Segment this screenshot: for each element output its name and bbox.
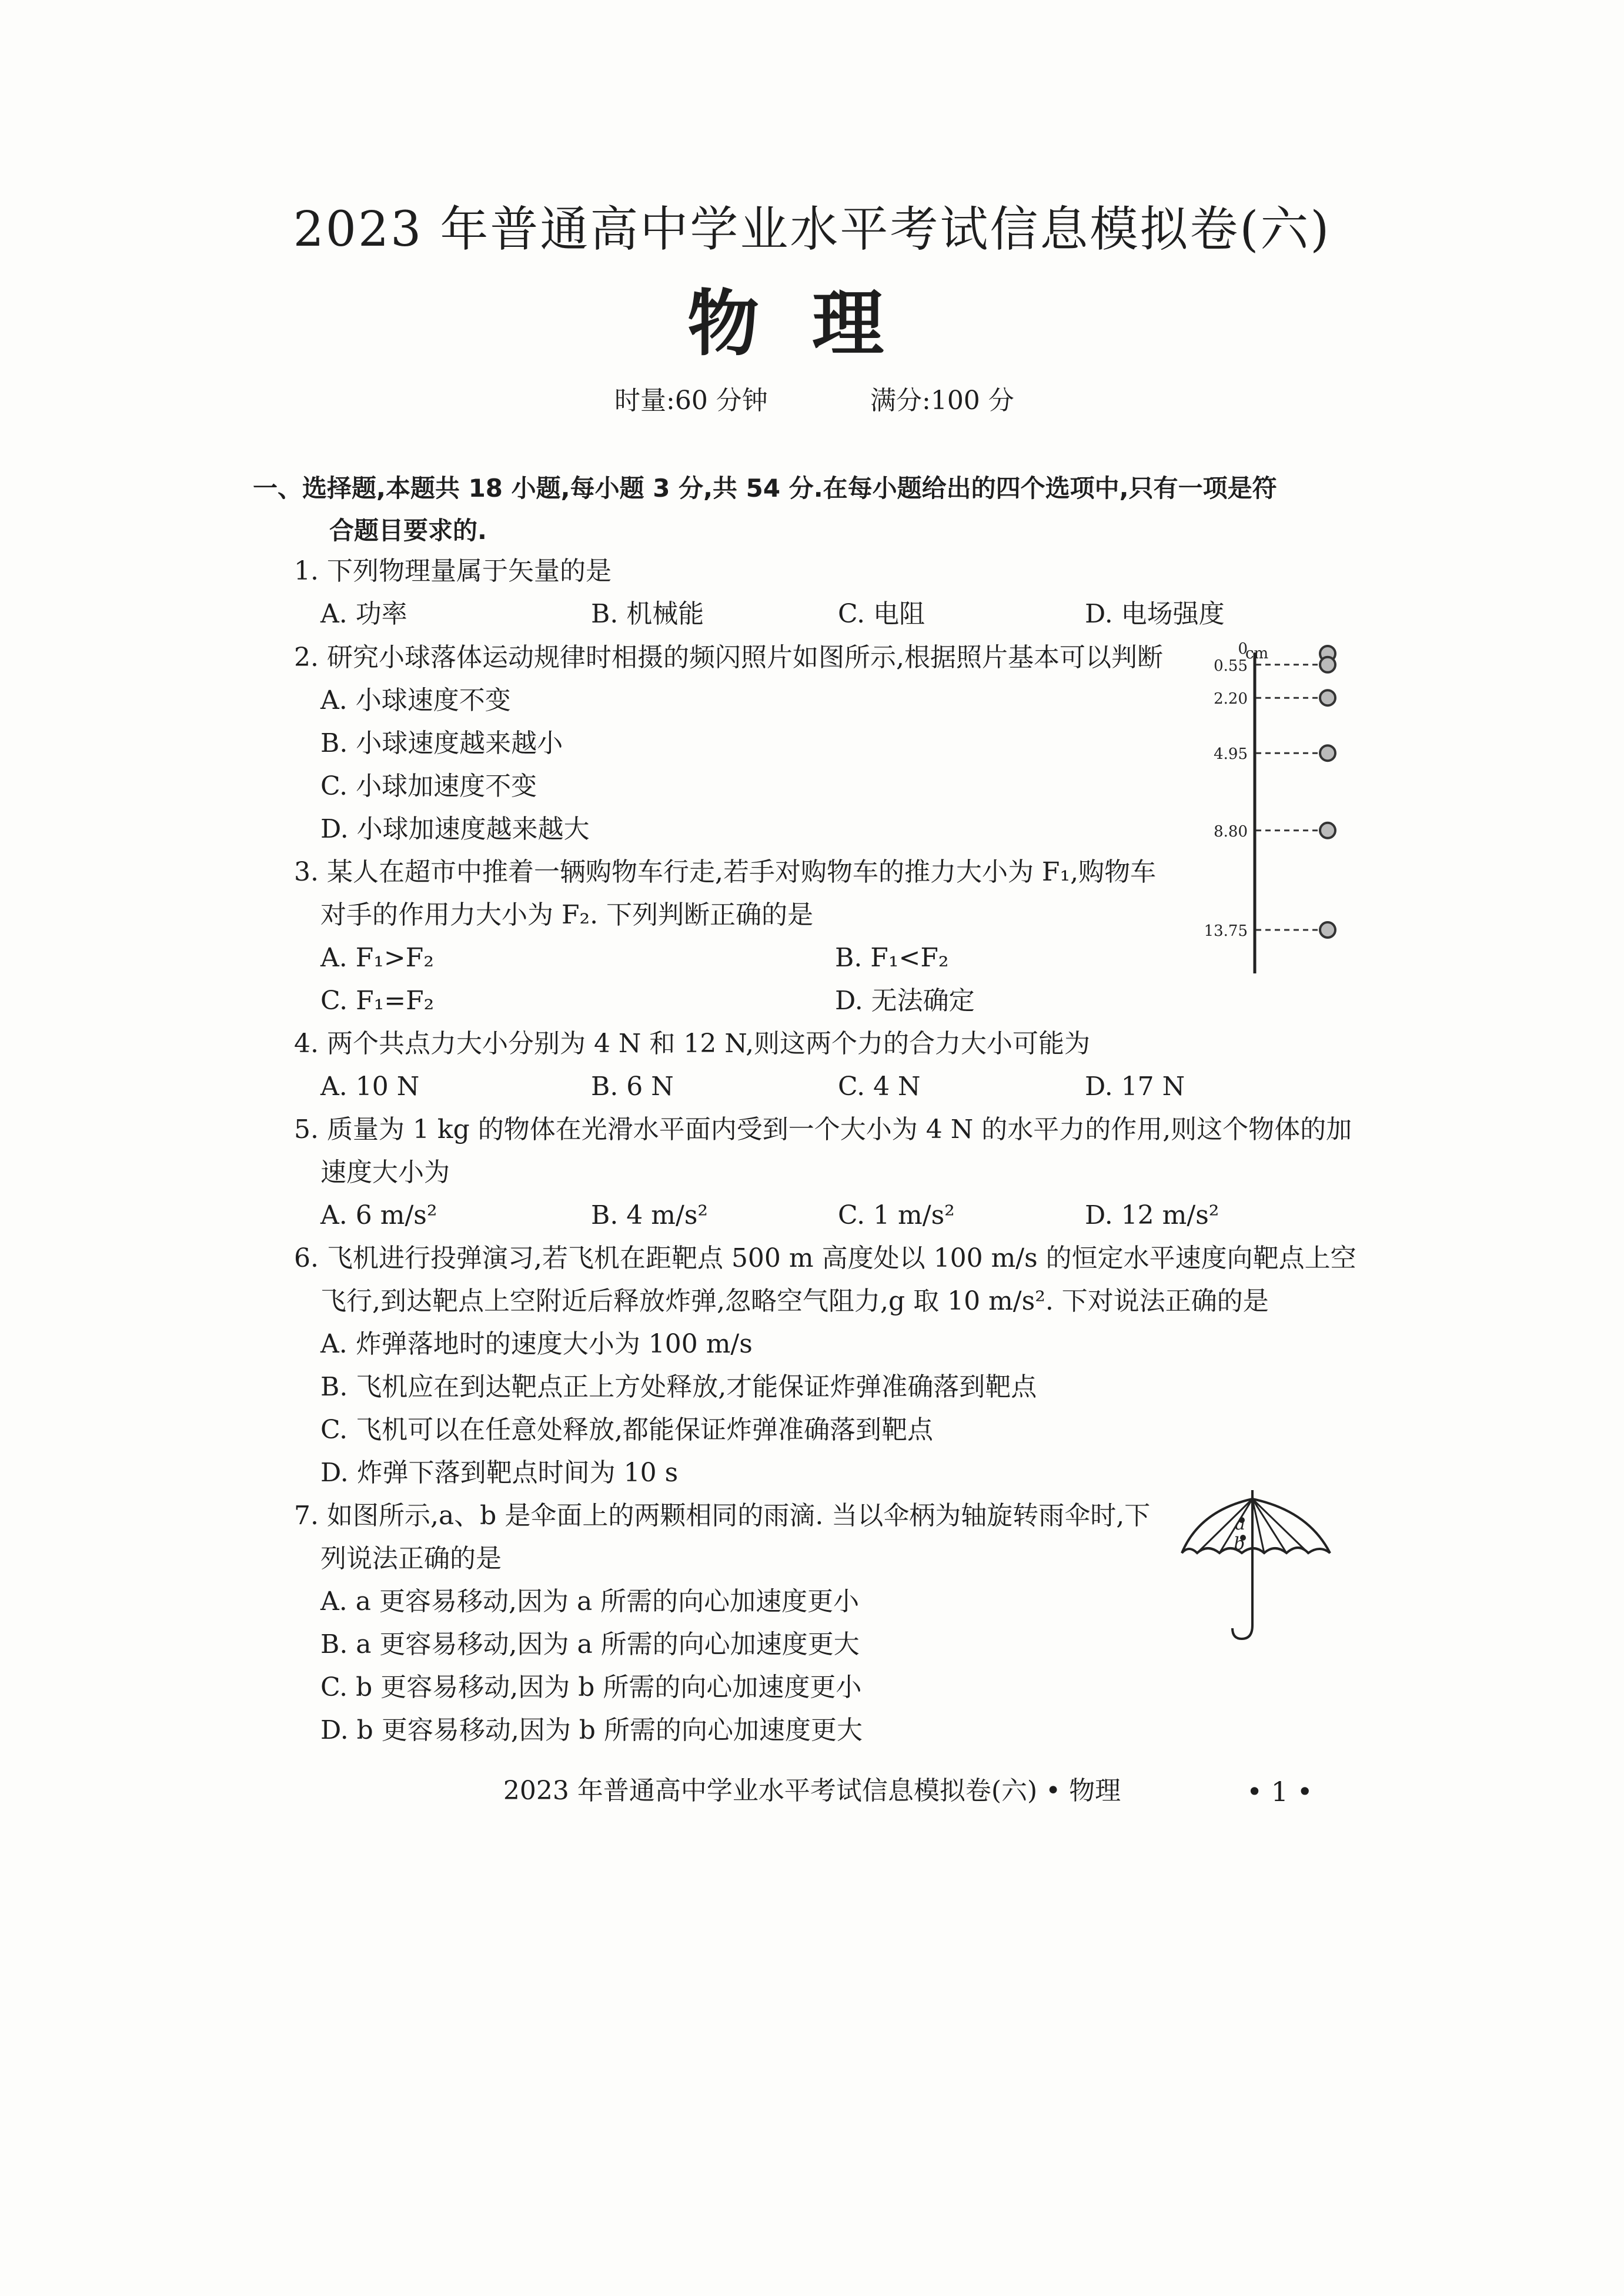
q4-option-c: C. 4 N: [838, 1072, 921, 1102]
q3-option-d: D. 无法确定: [835, 986, 975, 1016]
q6-option-b: B. 飞机应在到达靶点正上方处释放,才能保证炸弹准确落到靶点: [320, 1372, 1037, 1402]
page-number: • 1 •: [1247, 1776, 1313, 1808]
q4-option-d: D. 17 N: [1085, 1072, 1185, 1102]
q7-option-c: C. b 更容易移动,因为 b 所需的向心加速度更小: [320, 1672, 862, 1702]
q2-option-d: D. 小球加速度越来越大: [320, 814, 590, 844]
umbrella-figure: [1176, 1487, 1341, 1646]
q4-stem: 4. 两个共点力大小分别为 4 N 和 12 N,则这两个力的合力大小可能为: [294, 1029, 1091, 1059]
q6-option-a: A. 炸弹落地时的速度大小为 100 m/s: [320, 1329, 753, 1359]
ball-image: [1320, 922, 1335, 938]
ball-image: [1320, 745, 1335, 761]
q6-option-d: D. 炸弹下落到靶点时间为 10 s: [320, 1458, 679, 1488]
section-line-2: 合题目要求的.: [329, 516, 487, 545]
umbrella-handle: [1232, 1490, 1252, 1639]
ball-image: [1320, 657, 1335, 672]
q5-stem-line-1: 5. 质量为 1 kg 的物体在光滑水平面内受到一个大小为 4 N 的水平力的作用,则这个物体的加: [294, 1114, 1352, 1144]
ball-image: [1320, 690, 1335, 705]
q6-stem-line-2: 飞行,到达靶点上空附近后释放炸弹,忽略空气阻力,g 取 10 m/s². 下对说法正确的是: [320, 1286, 1269, 1316]
q7-option-a: A. a 更容易移动,因为 a 所需的向心加速度更小: [320, 1587, 860, 1616]
section-instructions: [253, 467, 1405, 552]
q6-option-c: C. 飞机可以在任意处释放,都能保证炸弹准确落到靶点: [320, 1415, 934, 1445]
q1-option-c: C. 电阻: [838, 599, 925, 629]
q3-option-a: A. F₁>F₂: [320, 943, 434, 973]
q3-option-b: B. F₁<F₂: [835, 943, 949, 973]
exam-title: 2023 年普通高中学业水平考试信息模拟卷(六): [293, 202, 1331, 257]
ruler-tick-label: 4.95: [1214, 745, 1248, 764]
ball-image: [1320, 823, 1335, 838]
q4-option-a: A. 10 N: [320, 1072, 420, 1102]
exam-time: 时量:60 分钟: [614, 386, 768, 416]
raindrop-label-a: a: [1235, 1514, 1245, 1534]
q1-option-d: D. 电场强度: [1085, 599, 1225, 629]
ruler-tick-label: 13.75: [1204, 922, 1248, 940]
q2-stem: 2. 研究小球落体运动规律时相摄的频闪照片如图所示,根据照片基本可以判断: [294, 642, 1163, 672]
q7-option-b: B. a 更容易移动,因为 a 所需的向心加速度更大: [320, 1629, 860, 1659]
section-line-1: 一、选择题,本题共 18 小题,每小题 3 分,共 54 分.在每小题给出的四个选项中,只有一项是符: [253, 474, 1277, 503]
q1-stem: 1. 下列物理量属于矢量的是: [294, 556, 611, 586]
q2-option-a: A. 小球速度不变: [320, 685, 511, 715]
q7-stem-line-1: 7. 如图所示,a、b 是伞面上的两颗相同的雨滴. 当以伞柄为轴旋转雨伞时,下: [294, 1501, 1151, 1531]
q7-option-d: D. b 更容易移动,因为 b 所需的向心加速度更大: [320, 1715, 863, 1745]
q1-option-b: B. 机械能: [591, 599, 704, 629]
umbrella-canopy: [1182, 1499, 1330, 1553]
ruler-tick-label: 0.55: [1214, 657, 1248, 675]
q5-stem-line-2: 速度大小为: [320, 1157, 450, 1187]
q3-option-c: C. F₁=F₂: [320, 986, 435, 1016]
q1-option-a: A. 功率: [320, 599, 407, 629]
q5-option-d: D. 12 m/s²: [1085, 1200, 1219, 1230]
ruler-unit-label: cm: [1245, 645, 1269, 662]
strobe-photo-figure: [1182, 641, 1370, 982]
page-footer: 2023 年普通高中学业水平考试信息模拟卷(六) • 物理: [503, 1776, 1121, 1806]
q4-option-b: B. 6 N: [591, 1072, 674, 1102]
q7-stem-line-2: 列说法正确的是: [320, 1544, 502, 1574]
ruler-tick-label: 8.80: [1214, 822, 1248, 841]
q3-stem-line-1: 3. 某人在超市中推着一辆购物车行走,若手对购物车的推力大小为 F₁,购物车: [294, 857, 1157, 887]
q6-stem-line-1: 6. 飞机进行投弹演习,若飞机在距靶点 500 m 高度处以 100 m/s 的恒定水平速度向靶点上空: [294, 1243, 1356, 1273]
ruler-tick-label: 0: [1238, 641, 1248, 658]
ruler-tick-label: 2.20: [1214, 690, 1248, 708]
raindrop-label-b: b: [1234, 1534, 1245, 1554]
q2-option-c: C. 小球加速度不变: [320, 771, 537, 801]
q5-option-c: C. 1 m/s²: [838, 1200, 955, 1230]
q5-option-a: A. 6 m/s²: [320, 1200, 437, 1230]
q3-stem-line-2: 对手的作用力大小为 F₂. 下列判断正确的是: [320, 900, 814, 930]
q5-option-b: B. 4 m/s²: [591, 1200, 709, 1230]
exam-full-score: 满分:100 分: [870, 386, 1014, 416]
q2-option-b: B. 小球速度越来越小: [320, 728, 563, 758]
subject-title: 物理: [687, 282, 937, 366]
